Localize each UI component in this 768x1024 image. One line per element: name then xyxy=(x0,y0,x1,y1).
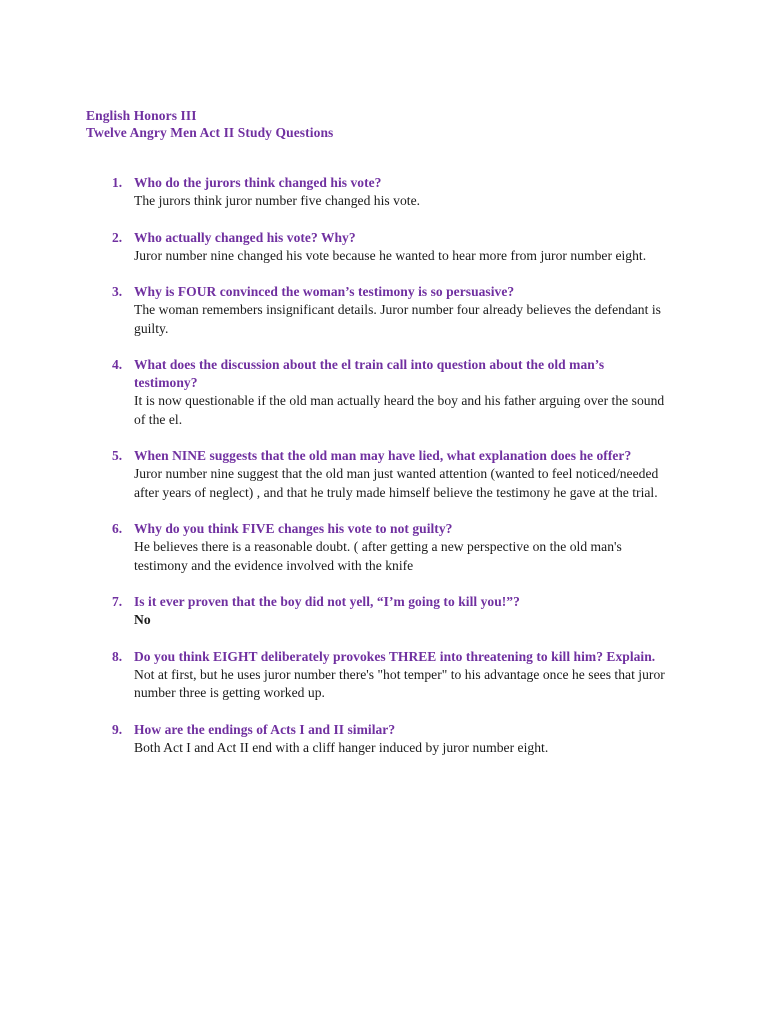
answer-text: It is now questionable if the old man actually heard the boy and his father arguing over the sound of the el. xyxy=(134,393,665,427)
question-text: How are the endings of Acts I and II similar? xyxy=(134,721,396,737)
qa-item xyxy=(86,174,684,211)
qa-item xyxy=(86,520,684,575)
question-text: Is it ever proven that the boy did not yell, “I’m going to kill you!”? xyxy=(134,594,520,609)
question-number: 1. xyxy=(112,175,123,190)
question-text: Who actually changed his vote? Why? xyxy=(134,229,356,245)
qa-item xyxy=(86,721,684,758)
qa-item xyxy=(86,356,684,429)
study-questions-list xyxy=(86,174,684,757)
qa-item xyxy=(86,648,684,703)
answer-text: No xyxy=(134,612,151,627)
answer-text: Juror number nine changed his vote because he wanted to hear more from juror number eight. xyxy=(134,247,647,263)
answer-text: Juror number nine suggest that the old man just wanted attention (wanted to feel noticed/needed after years of neglect) , and that he truly made himself believe the testimony he gave at the trial. xyxy=(134,466,659,500)
answer-text: Both Act I and Act II end with a cliff hanger induced by juror number eight. xyxy=(134,739,549,755)
question-number: 4. xyxy=(112,357,123,372)
question-number: 7. xyxy=(112,594,123,609)
answer-text: The woman remembers insignificant details. Juror number four already believes the defendant is guilty. xyxy=(134,302,661,336)
question-text: What does the discussion about the el train call into question about the old man’s testimony? xyxy=(134,357,605,390)
answer-text: Not at first, but he uses juror number there's "hot temper" to his advantage once he sees that juror number three is getting worked up. xyxy=(134,666,665,700)
question-text: Why is FOUR convinced the woman’s testimony is so persuasive? xyxy=(134,284,515,299)
question-number: 6. xyxy=(112,521,123,536)
question-number: 5. xyxy=(112,448,123,463)
qa-item xyxy=(86,283,684,338)
question-number: 8. xyxy=(112,648,123,664)
assignment-title: Twelve Angry Men Act II Study Questions xyxy=(86,124,334,140)
question-text: Why do you think FIVE changes his vote to not guilty? xyxy=(134,521,453,536)
question-number: 9. xyxy=(112,721,123,737)
question-text: Who do the jurors think changed his vote? xyxy=(134,175,382,190)
question-text: Do you think EIGHT deliberately provokes THREE into threatening to kill him? Explain. xyxy=(134,648,656,664)
question-text: When NINE suggests that the old man may have lied, what explanation does he offer? xyxy=(134,448,632,463)
qa-item xyxy=(86,447,684,502)
qa-item xyxy=(86,229,684,266)
question-number: 2. xyxy=(112,229,123,245)
question-number: 3. xyxy=(112,284,123,299)
answer-text: The jurors think juror number five changed his vote. xyxy=(134,193,421,208)
document-header xyxy=(86,108,684,141)
answer-text: He believes there is a reasonable doubt. ( after getting a new perspective on the old man's testimony and the evidence involved with the knife xyxy=(134,539,622,573)
qa-item xyxy=(86,593,684,630)
course-title: English Honors III xyxy=(86,108,197,123)
